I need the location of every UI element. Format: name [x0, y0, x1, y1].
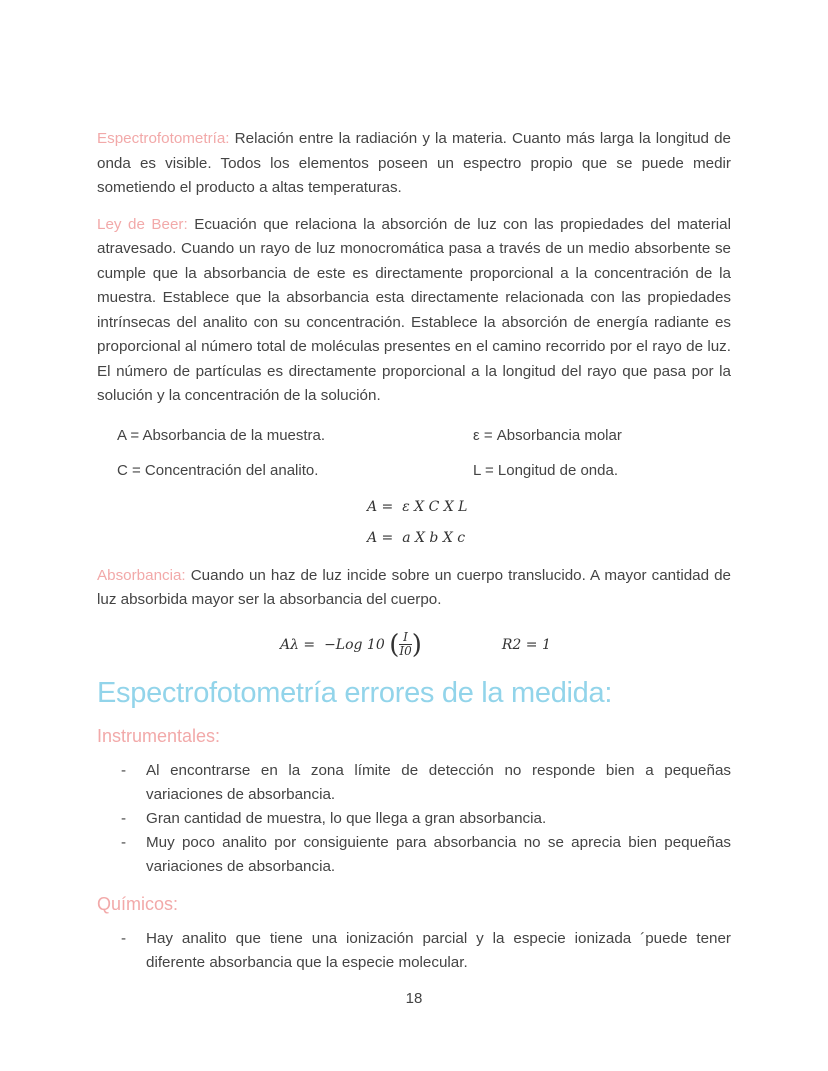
definition: ε = Absorbancia molar	[473, 426, 622, 444]
formula: A = a X b X c	[367, 529, 466, 546]
page-number: 18	[405, 989, 423, 1007]
paragraph-espectrofotometria	[97, 127, 731, 201]
list-item-text: Muy poco analito por consiguiente para absorbancia no se aprecia bien pequeñas variaciones de absorbancia.	[146, 833, 731, 875]
paragraph-absorbancia	[97, 564, 731, 613]
absorbance-formula: Aλ = −Log 10 ( $\frac{I}{I0}$ )	[280, 629, 422, 660]
paragraph-ley-de-beer	[97, 213, 731, 409]
list-item	[97, 831, 731, 879]
formulas	[367, 492, 731, 554]
term: Ley de Beer:	[97, 215, 188, 233]
list-item	[97, 927, 731, 975]
quimicos-list	[97, 927, 731, 975]
formula-row	[280, 625, 731, 665]
definitions	[97, 424, 731, 483]
section-heading: Espectrofotometría errores de la medida:	[97, 676, 613, 709]
numerator: I	[399, 631, 411, 645]
formula-left: Aλ = −Log 10	[280, 636, 385, 653]
bullet: -	[121, 833, 127, 851]
definition: A = Absorbancia de la muestra.	[117, 426, 326, 444]
bullet: -	[121, 929, 127, 947]
term: Espectrofotometría:	[97, 130, 230, 147]
fraction	[399, 631, 411, 658]
term: Absorbancia:	[97, 566, 186, 584]
definition-text: Ecuación que relaciona la absorción de luz con las propiedades del material atravesado. Cuando un rayo de luz monocromática pasa a través de un medio absorbente se cumple que la absorbancia de este es directamente proporcional a la concentración de la muestra. Establece que la absorbancia esta directamente relacionada con las propiedades intrínsecas del analito con su concentración. Establece la absorción de energía radiante es proporcional al número total de moléculas presentes en el camino recorrido por el rayo de luz. El número de partículas es directamente proporcional a la longitud del rayo que pasa por la solución y la concentración de la solución.	[97, 215, 731, 404]
list-item	[97, 759, 731, 807]
list-item-text: Gran cantidad de muestra, lo que llega a gran absorbancia.	[146, 809, 547, 827]
subheading-instrumentales: Instrumentales:	[97, 725, 221, 746]
list-item-text: Al encontrarse en la zona límite de detección no responde bien a pequeñas variaciones de absorbancia.	[146, 761, 731, 803]
definition: L = Longitud de onda.	[473, 461, 618, 479]
definition-text: Cuando un haz de luz incide sobre un cuerpo translucido. A mayor cantidad de luz absorbida mayor ser la absorbancia del cuerpo.	[97, 566, 731, 608]
definition: C = Concentración del analito.	[117, 461, 319, 479]
definition-text: Relación entre la radiación y la materia. Cuanto más larga la longitud de onda es visible. Todos los elementos poseen un espectro propio que se puede medir sometiendo el producto a altas temperaturas.	[97, 130, 731, 196]
subheading-quimicos: Químicos:	[97, 893, 179, 914]
list-item	[97, 807, 731, 831]
list-item-text: Hay analito que tiene una ionización parcial y la especie ionizada ´puede tener diferente absorbancia que la especie molecular.	[146, 929, 731, 971]
denominator: I0	[399, 644, 412, 658]
bullet: -	[121, 809, 127, 827]
instrumentales-list	[97, 759, 731, 879]
formula: A = ε X C X L	[367, 498, 468, 515]
r2-formula: R2 = 1	[501, 636, 551, 653]
bullet: -	[121, 761, 127, 779]
